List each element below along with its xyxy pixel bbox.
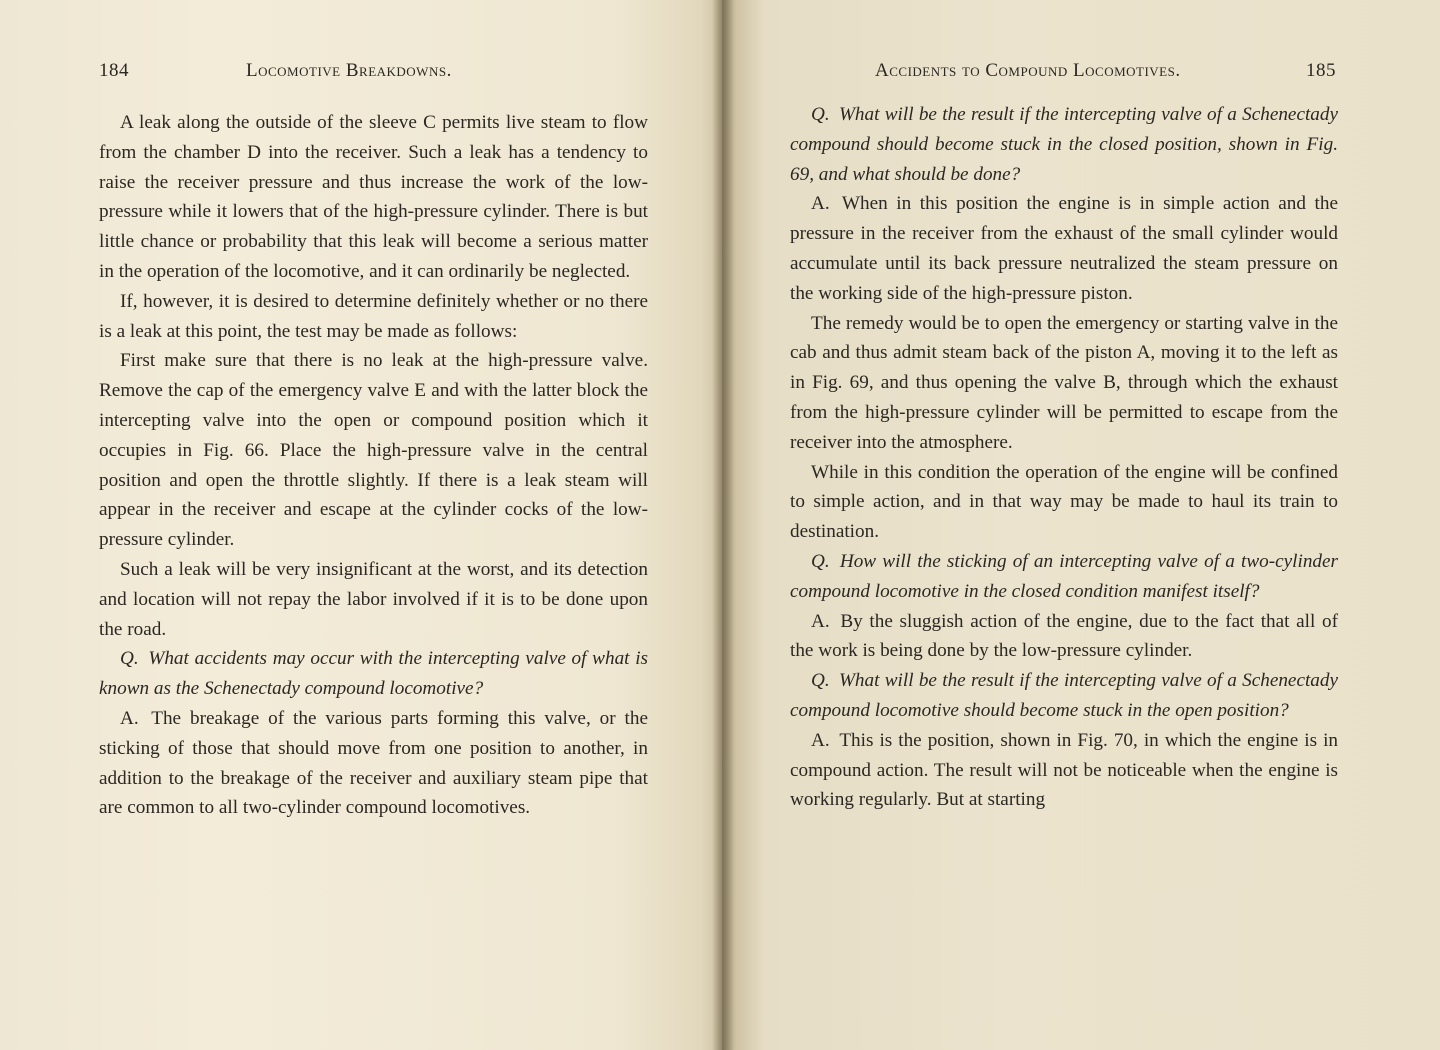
book-gutter: [712, 0, 734, 1050]
running-head: Accidents to Compound Locomotives.: [875, 60, 1181, 81]
question-label: Q.: [811, 104, 830, 125]
page-number: 185: [1306, 60, 1336, 81]
paragraph: While in this condition the operation of the engine will be confined to simple action, and in that way may be made to haul its train to destination.: [790, 461, 1338, 543]
page-number: 184: [99, 60, 129, 81]
right-page: [722, 0, 1440, 1050]
question-text: What will be the result if the intercepting valve of a Schenectady compound should become stuck in the closed position, shown in Fig. 69, and what should be done?: [790, 104, 1338, 185]
question-label: Q.: [811, 550, 830, 572]
answer-paragraph: [99, 704, 648, 823]
answer-text: The breakage of the various parts forming this valve, or the sticking of those that should move from one position to another, in addition to the breakage of the receiver and auxiliary steam pipe that are common to all two-cylinder compound locomotives.: [99, 707, 648, 819]
answer-label: A.: [811, 729, 830, 751]
question-paragraph: [790, 547, 1338, 607]
paragraph: If, however, it is desired to determine definitely whether or no there is a leak at this point, the test may be made as follows:: [99, 290, 648, 342]
page-body: [99, 108, 648, 823]
paragraph: First make sure that there is no leak at the high-pressure valve. Remove the cap of the emergency valve E and with the latter block the intercepting valve into the open or compound position which it occupies in Fig. 66. Place the high-pressure valve in the central position and open the throttle slightly. If there is a leak steam will appear in the receiver and escape at the cylinder cocks of the low-pressure cylinder.: [99, 350, 648, 551]
paragraph: A leak along the outside of the sleeve C permits live steam to flow from the chamber D into the receiver. Such a leak has a tendency to raise the receiver pressure and thus increase the work of the low-pressure while it lowers that of the high-pressure cylinder. There is but little chance or probability that this leak will become a serious matter in the operation of the locomotive, and it can ordinarily be neglected.: [99, 112, 648, 282]
answer-label: A.: [120, 707, 139, 729]
answer-text: By the sluggish action of the engine, due to the fact that all of the work is being done by the low-pressure cylinder.: [790, 610, 1339, 662]
running-head: Locomotive Breakdowns.: [246, 60, 452, 81]
question-text: What will be the result if the intercepting valve of a Schenectady compound locomotive should become stuck in the open position?: [790, 670, 1338, 721]
paragraph: Such a leak will be very insignificant at the worst, and its detection and location will not repay the labor involved if it is to be done upon the road.: [99, 558, 648, 640]
paragraph: The remedy would be to open the emergency or starting valve in the cab and thus admit steam back of the piston A, moving it to the left as in Fig. 69, and thus opening the valve B, through which the exhaust from the high-pressure cylinder will be permitted to escape from the receiver into the atmosphere.: [790, 312, 1338, 453]
question-paragraph: [99, 644, 648, 704]
answer-paragraph: [790, 189, 1338, 308]
question-text: How will the sticking of an intercepting valve of a two-cylinder compound locomotive in the closed condition manifest itself?: [790, 550, 1339, 602]
question-paragraph: [790, 666, 1338, 726]
question-paragraph: [790, 100, 1338, 189]
question-text: What accidents may occur with the intercepting valve of what is known as the Schenectady compound locomotive?: [99, 648, 649, 700]
answer-label: A.: [811, 193, 830, 215]
question-label: Q.: [811, 670, 830, 692]
answer-text: This is the position, shown in Fig. 70, in which the engine is in compound action. The result will not be noticeable when the engine is working regularly. But at starting: [790, 729, 1339, 811]
question-label: Q.: [120, 648, 139, 670]
answer-paragraph: [790, 607, 1338, 667]
answer-paragraph: [790, 726, 1338, 815]
page-body: [790, 100, 1338, 815]
answer-label: A.: [811, 610, 830, 632]
answer-text: When in this position the engine is in simple action and the pressure in the receiver from the exhaust of the small cylinder would accumulate until its back pressure neutralized the steam pressure on the working side of the high-pressure piston.: [790, 193, 1339, 304]
